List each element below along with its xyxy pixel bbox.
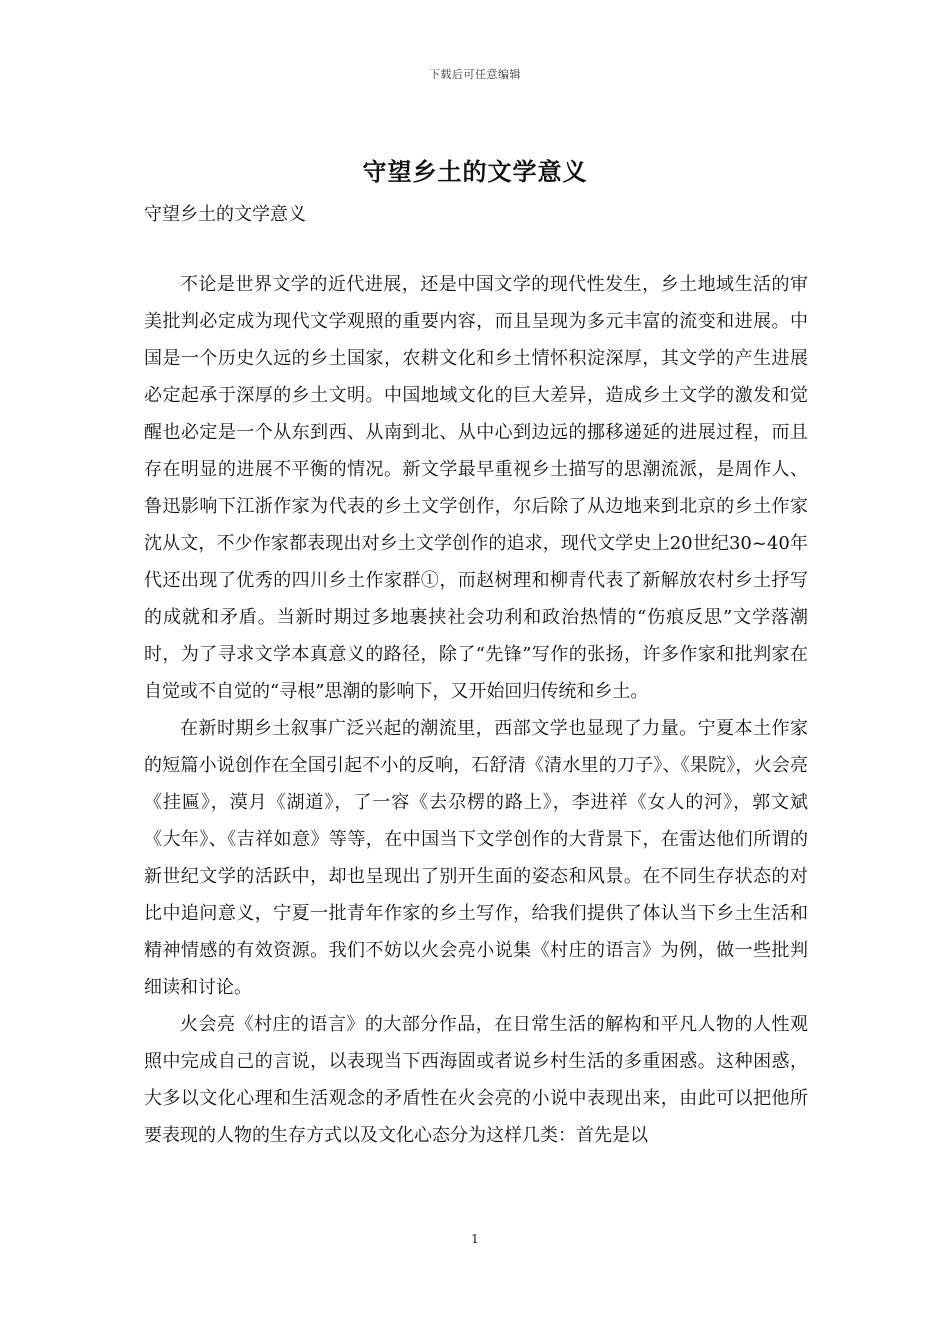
paragraph-1: 不论是世界文学的近代进展，还是中国文学的现代性发生，乡土地域生活的审美批判必定成为现代文学观照的重要内容，而且呈现为多元丰富的流变和进展。中国是一个历史久远的乡土国家，农耕文化和乡土情怀积淀深厚，其文学的产生进展必定起承于深厚的乡土文明。中国地域文化的巨大差异，造成乡土文学的激发和觉醒也必定是一个从东到西、从南到北、从中心到边远的挪移递延的进展过程，而且存在明显的进展不平衡的情况。新文学最早重视乡土描写的思潮流派，是周作人、鲁迅影响下江浙作家为代表的乡土文学创作，尔后除了从边地来到北京的乡土作家沈从文，不少作家都表现出对乡土文学创作的追求，现代文学史上20世纪30~40年代还出现了优秀的四川乡土作家群①，而赵树理和柳青代表了新解放农村乡土抒写的成就和矛盾。当新时期过多地裹挟社会功利和政治热情的“伤痕反思”文学落潮时，为了寻求文学本真意义的路径，除了“先锋”写作的张扬，许多作家和批判家在自觉或不自觉的“寻根”思潮的影响下，又开始回归传统和乡土。 xyxy=(144,274,808,702)
document-title: 守望乡土的文学意义 xyxy=(362,157,588,186)
header-note: 下载后可任意编辑 xyxy=(429,68,521,81)
page-number: 1 xyxy=(471,1232,479,1246)
paragraph-2: 在新时期乡土叙事广泛兴起的潮流里，西部文学也显现了力量。宁夏本土作家的短篇小说创作在全国引起不小的反响，石舒清《清水里的刀子》、《果院》，火会亮《挂匾》，漠月《湖道》，了一容《去尕楞的路上》，李进祥《女人的河》，郭文斌《大年》、《吉祥如意》等等，在中国当下文学创作的大背景下，在雷达他们所谓的新世纪文学的活跃中，却也呈现出了别开生面的姿态和风景。在不同生存状态的对比中追问意义，宁夏一批青年作家的乡土写作，给我们提供了体认当下乡土生活和精神情感的有效资源。我们不妨以火会亮小说集《村庄的语言》为例，做一些批判细读和讨论。 xyxy=(144,718,808,998)
document-body xyxy=(144,266,808,1154)
document-subtitle: 守望乡土的文学意义 xyxy=(144,204,306,225)
paragraph-3: 火会亮《村庄的语言》的大部分作品，在日常生活的解构和平凡人物的人性观照中完成自己的言说，以表现当下西海固或者说乡村生活的多重困惑。这种困惑，大多以文化心理和生活观念的矛盾性在火会亮的小说中表现出来，由此可以把他所要表现的人物的生存方式以及文化心态分为这样几类：首先是以 xyxy=(144,1014,808,1146)
